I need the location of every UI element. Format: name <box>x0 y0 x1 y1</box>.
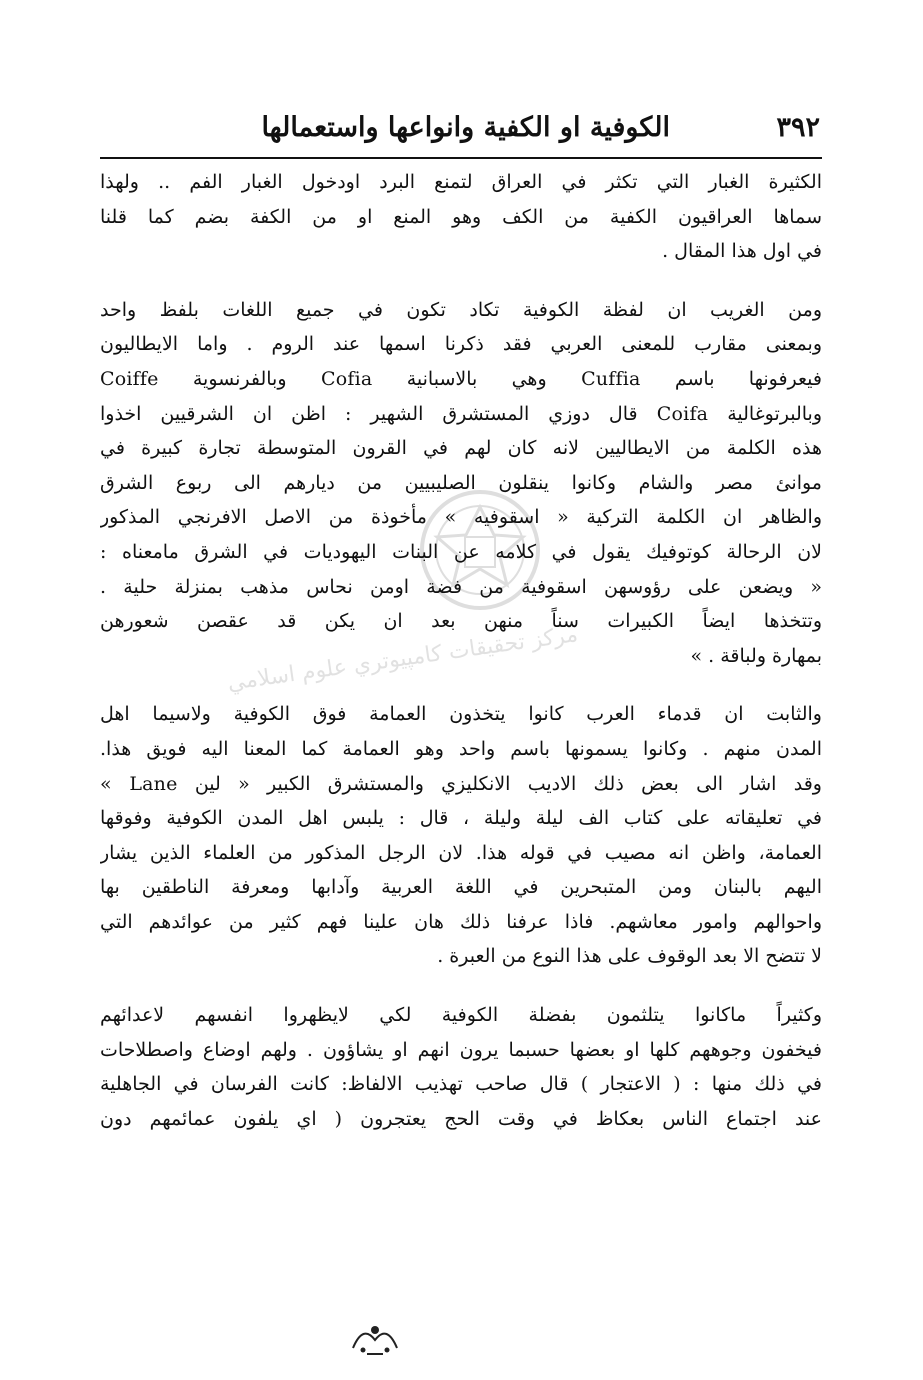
text-line: والثابت ان قدماء العرب كانوا يتخذون العمامة فوق الكوفية ولاسيما اهل <box>100 703 822 726</box>
text-line: وقد اشار الى بعض ذلك الاديب الانكليزي والمستشرق الكبير « لين Lane » <box>100 772 822 795</box>
text-line: وبمعنى مقارب للمعنى العربي فقد ذكرنا اسمها عند الروم . واما الايطاليون <box>100 333 822 356</box>
text-line: وبالبرتوغالية Coifa قال دوزي المستشرق الشهير : اظن ان الشرقيين اخذوا <box>100 402 822 425</box>
text-line: العمامة، واظن انه مصيب في قوله هذا. لان الرجل المذكور من العلماء الذين يشار <box>100 841 822 864</box>
text-line: وتتخذها ايضاً الكبيرات سناً منهن بعد ان يكن قد عقصن شعورهن <box>100 610 822 633</box>
text-line: لا تتضح الا بعد الوقوف على هذا النوع من العبرة . <box>437 945 822 968</box>
text-line: في ذلك منها : ( الاعتجار ) قال صاحب تهذيب الالفاظ: كانت الفرسان في الجاهلية <box>100 1073 822 1096</box>
text-line: بمهارة ولباقة . » <box>690 644 822 667</box>
running-title: الكوفية او الكفية وانواعها واستعمالها <box>261 112 670 143</box>
text-line: هذه الكلمة من الايطاليين لانه كان لهم في القرون المتوسطة تجارة كبيرة في <box>100 437 822 460</box>
header-rule <box>100 157 822 159</box>
text-line: « ويضعن على رؤوسهن اسقوفية من فضة اومن نحاس مذهب بمنزلة حلية . <box>100 575 822 598</box>
text-line: لان الرحالة كوتوفيك يقول في كلامه عن البنات اليهوديات في الشرق مامعناه : <box>100 540 822 563</box>
paragraph-2 <box>100 293 822 674</box>
text-line: عند اجتماع الناس بعكاظ في وقت الحج يعتجرون ( اي يلفون عمائمهم دون <box>100 1107 822 1130</box>
text-line: الكثيرة الغبار التي تكثر في العراق لتمنع البرد اودخول الغبار الفم .. ولهذا <box>100 171 822 193</box>
page-number: ٣٩٢ <box>776 112 820 143</box>
text-line: اليهم بالبنان ومن المتبحرين في اللغة العربية وآدابها ومعرفة الناطقين بها <box>100 876 822 899</box>
text-line: في تعليقاته على كتاب الف ليلة وليلة ، قال : يلبس اهل المدن الكوفية وفوقها <box>100 807 822 830</box>
text-line: ومن الغريب ان لفظة الكوفية تكاد تكون في جميع اللغات بلفظ واحد <box>100 298 822 321</box>
paragraph-1 <box>100 165 822 269</box>
text-line: والظاهر ان الكلمة التركية « اسقوفيه » مأخوذة من الاصل الافرنجي المذكور <box>100 506 822 529</box>
text-line: فيخفون وجوههم كلها او بعضها حسبما يرون انهم او يشاؤون . ولهم اوضاع واصطلاحات <box>100 1038 822 1061</box>
text-line: فيعرفونها باسم Cuffia وهي بالاسبانية Cofia وبالفرنسوية Coiffe <box>100 367 822 390</box>
paragraph-3 <box>100 697 822 974</box>
text-line: واحوالهم وامور معاشهم. فاذا عرفنا ذلك هان علينا فهم كثير من عوائدهم التي <box>100 910 822 933</box>
text-line: سماها العراقيون الكفية من الكف وهو المنع او من الكفة بضم كما قلنا <box>100 205 822 228</box>
paragraph-4 <box>100 998 822 1136</box>
body-text <box>100 165 822 1136</box>
page-ornament-icon <box>345 1318 405 1358</box>
text-line: وكثيراً ماكانوا يتلثمون بفضلة الكوفية لكي لايظهروا انفسهم لاعدائهم <box>100 1004 822 1027</box>
page-header <box>100 108 820 152</box>
text-line: في اول هذا المقال . <box>662 240 822 263</box>
text-line: موانئ مصر والشام وكانوا ينقلون الصليبيين من ديارهم الى ربوع الشرق <box>100 471 822 494</box>
watermark-text: مركز تحقيقات كامپيوتري علوم اسلامي <box>225 622 580 697</box>
text-line: المدن منهم . وكانوا يسمونها باسم واحد وهو العمامة كما المعنا اليه فويق هذا. <box>100 737 822 760</box>
